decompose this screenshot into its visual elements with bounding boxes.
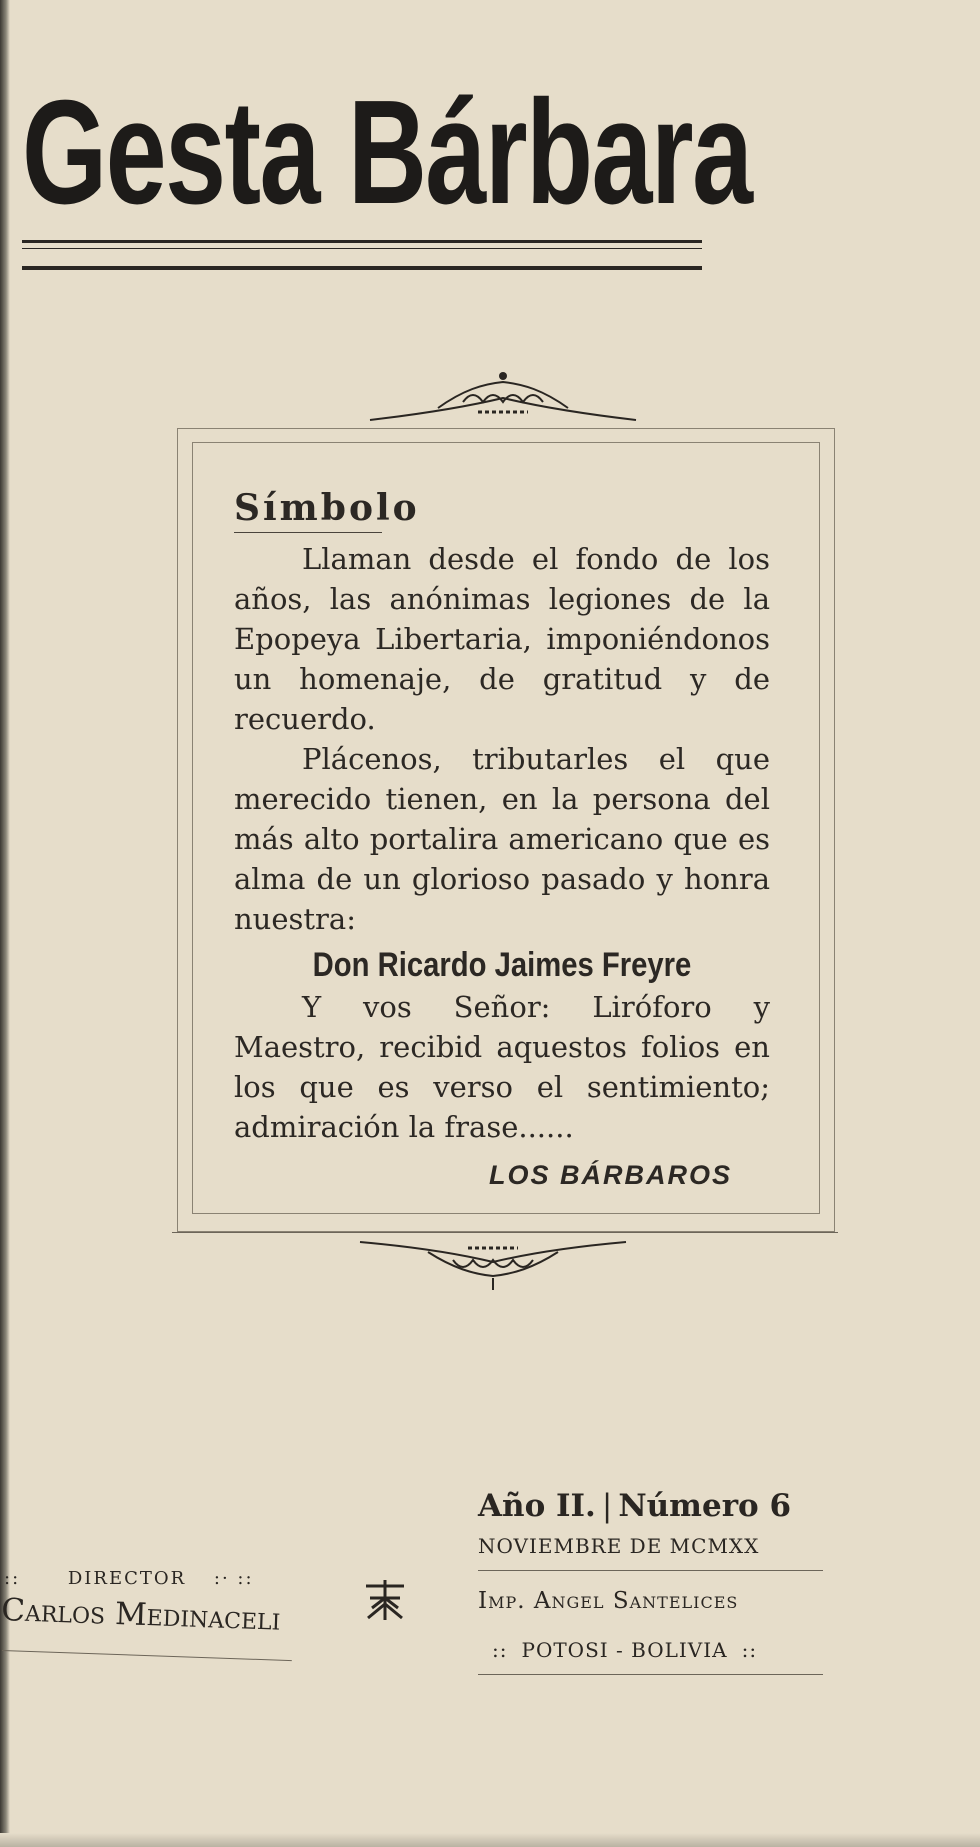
place-rule (478, 1674, 823, 1675)
issue-date: NOVIEMBRE DE MCMXX (478, 1534, 760, 1558)
masthead-rule-2 (22, 248, 702, 249)
director-label-line (4, 1568, 254, 1589)
article-title: Símbolo (234, 487, 420, 529)
paragraph-2: Plácenos, tributarles el que merecido tienen, en la persona del más alto portalira americano que es alma de un glorioso pasado y honra nuestra: (234, 742, 770, 936)
masthead-rule-3 (22, 266, 702, 270)
page-edge (0, 1833, 980, 1847)
issue-number: Número 6 (618, 1488, 792, 1524)
title-underline (234, 532, 382, 533)
scroll-flourish-icon (358, 1234, 628, 1292)
director-dots-right: :· :: (206, 1568, 254, 1589)
paragraph-3: Y vos Señor: Liróforo y Maestro, recibid aquestos folios en los que es verso el sentimiento; admiración la frase...... (234, 990, 770, 1144)
honoree-name: Don Ricardo Jaimes Freyre (312, 946, 692, 984)
place-line (478, 1638, 771, 1662)
scroll-flourish-icon (368, 368, 638, 424)
masthead-title: Gesta Bárbara (22, 70, 752, 235)
place-dots-right: :: (741, 1638, 758, 1662)
printer-mark-icon (362, 1578, 408, 1622)
issue-separator: | (601, 1488, 613, 1524)
frame-bottom-rule (172, 1232, 838, 1233)
issue-year: Año II. (478, 1488, 596, 1524)
masthead-rule-1 (22, 240, 702, 243)
date-rule (478, 1570, 823, 1571)
director-label: DIRECTOR (67, 1568, 187, 1589)
director-rule (2, 1650, 292, 1661)
place-dots-left: :: (492, 1638, 508, 1662)
dedication-text (234, 488, 770, 1195)
paragraph-1: Llaman desde el fondo de los años, las anónimas legiones de la Epopeya Libertaria, imponiéndonos un homenaje, de gratitud y de recuerdo. (234, 542, 770, 736)
signature: LOS BÁRBAROS (488, 1160, 732, 1190)
printer-name: Imp. Angel Santelices (478, 1588, 739, 1614)
issue-line (478, 1488, 791, 1524)
director-name: Carlos Medinaceli (0, 1592, 282, 1638)
place-name: POTOSI - BOLIVIA (521, 1638, 728, 1662)
director-dots-left: :: (4, 1568, 28, 1589)
